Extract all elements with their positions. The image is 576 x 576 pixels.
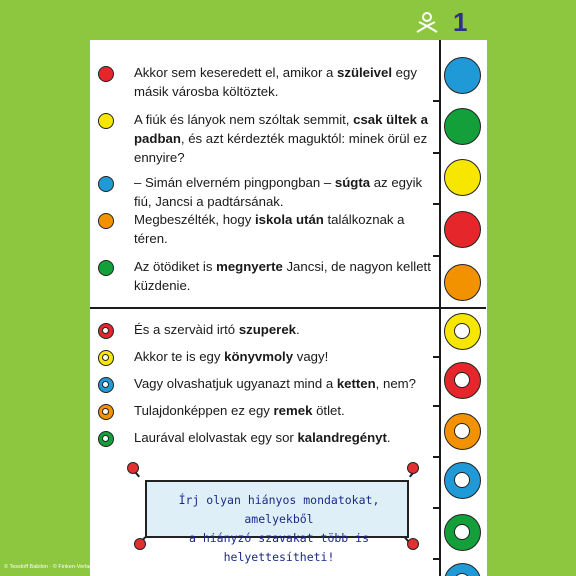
red-dot-icon (98, 323, 114, 339)
answer-red-ring (444, 362, 481, 399)
missing-word: iskola után (254, 212, 324, 227)
missing-word: csak ültek a padban (134, 112, 428, 146)
green-dot-icon (98, 431, 114, 447)
sentence-part: Az ötödiket is (134, 259, 217, 274)
sentence-part: vagy! (293, 349, 329, 364)
sentence-text (134, 401, 434, 420)
pin-icon (407, 462, 419, 474)
sentence-part: . (386, 430, 391, 445)
missing-word: ketten (336, 376, 376, 391)
green-dot-icon (98, 260, 114, 276)
sentence-part: egy másik városba költöztek. (134, 65, 417, 99)
card-number: 1 (453, 7, 468, 37)
answer-orange-dot (444, 264, 481, 301)
sentence-part: Vagy olvashatjuk ugyanazt mind a (134, 376, 337, 391)
sentence-text (134, 320, 434, 339)
banner-paper (145, 480, 409, 564)
answer-green-ring (444, 514, 481, 551)
answer-red-dot (444, 211, 481, 248)
answer-blue-dot (444, 57, 481, 94)
blue-dot-icon (98, 377, 114, 393)
sentence-part: – Simán elverném pingpongban – (134, 175, 335, 190)
pin-icon (127, 462, 139, 474)
answer-yellow-dot (444, 159, 481, 196)
section-divider (90, 307, 486, 309)
sentence-text (134, 63, 434, 101)
sentence-part: , nem? (375, 376, 416, 391)
sentence-part: találkoznak a téren. (134, 212, 405, 246)
sentence-part: Jancsi, de nagyon kellett küzdenie. (134, 259, 431, 293)
separator-tick (433, 203, 441, 205)
answer-blue-ring (444, 462, 481, 499)
answer-orange-ring (444, 413, 481, 450)
sentence-text (134, 428, 434, 447)
reader-icon (414, 10, 440, 36)
sentence-part: Laurával elolvastak egy sor (134, 430, 298, 445)
missing-word: súgta (334, 175, 371, 190)
sentence-part: Akkor te is egy (134, 349, 225, 364)
copyright-footer: © Tessloff Babilon · © Finken-Verlag for the Logico® system (4, 564, 151, 570)
missing-word: szüleivel (337, 65, 392, 80)
sentence-text (134, 374, 434, 393)
instruction-banner (125, 460, 425, 564)
pin-icon (134, 538, 146, 550)
banner-line-1: Írj olyan hiányos mondatokat, amelyekből (178, 493, 380, 526)
answer-green-dot (444, 108, 481, 145)
sentence-part: Tulajdonképpen ez egy (134, 403, 274, 418)
yellow-dot-icon (98, 113, 114, 129)
banner-line-2: a hiányzó szavakat több is helyettesítheti! (188, 531, 369, 564)
separator-tick (433, 558, 441, 560)
sentence-text (134, 347, 434, 366)
sentence-part: A fiúk és lányok nem szóltak semmit, (134, 112, 354, 127)
sentence-part: , és azt kérdezték maguktól: minek örül ez ennyire? (134, 131, 428, 165)
sentence-text (134, 110, 434, 167)
sentence-text (134, 173, 434, 211)
blue-dot-icon (98, 176, 114, 192)
missing-word: könyvmoly (224, 349, 294, 364)
missing-word: remek (273, 403, 313, 418)
separator-tick (433, 100, 441, 102)
separator-tick (433, 152, 441, 154)
yellow-dot-icon (98, 350, 114, 366)
separator-tick (433, 255, 441, 257)
sentence-text (134, 257, 434, 295)
banner-text (147, 491, 411, 567)
answer-yellow-ring (444, 313, 481, 350)
sentence-part: az egyik fiú, Jancsi a padtársának. (134, 175, 423, 209)
orange-dot-icon (98, 404, 114, 420)
orange-dot-icon (98, 213, 114, 229)
separator-tick (433, 456, 441, 458)
sentence-part: És a szervàid irtó (134, 322, 239, 337)
sentence-part: ötlet. (312, 403, 345, 418)
missing-word: szuperek (238, 322, 296, 337)
missing-word: megnyerte (216, 259, 283, 274)
sentence-part: Megbeszélték, hogy (134, 212, 255, 227)
red-dot-icon (98, 66, 114, 82)
sentence-part: . (296, 322, 300, 337)
missing-word: kalandregényt (297, 430, 387, 445)
sentence-part: Akkor sem keseredett el, amikor a (134, 65, 338, 80)
separator-tick (433, 405, 441, 407)
separator-tick (433, 507, 441, 509)
sentence-text (134, 210, 434, 248)
separator-tick (433, 356, 441, 358)
